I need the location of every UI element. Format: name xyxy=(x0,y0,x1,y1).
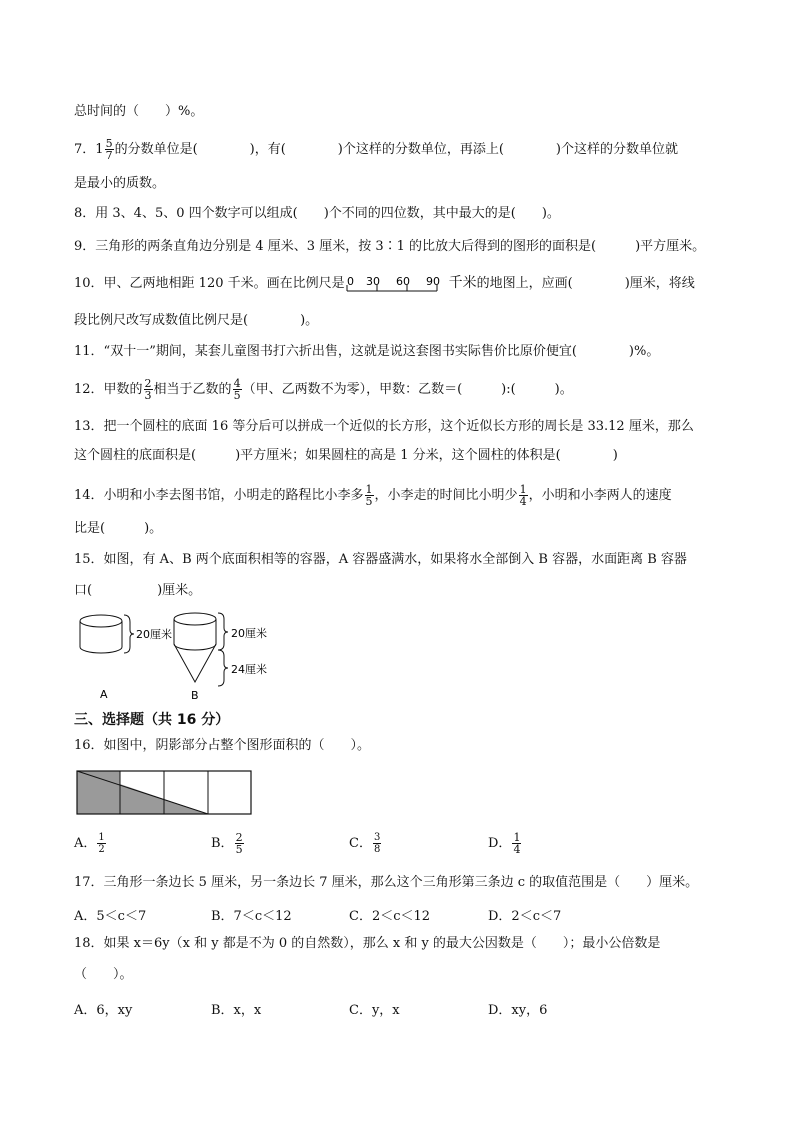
scale-unit: 千米 xyxy=(448,275,477,291)
option-d[interactable]: D．2＜c＜7 xyxy=(488,909,562,924)
dim-b-cone: 24厘米 xyxy=(231,663,267,676)
section-heading: 三、选择题（共 16 分） xyxy=(74,712,230,728)
scale-tick-0: 0 xyxy=(346,274,354,288)
label-b: B xyxy=(191,689,199,702)
option-b[interactable]: B． $\frac{2}{5}$ xyxy=(211,831,243,856)
fraction: $\frac{1}{4}$ xyxy=(519,483,527,508)
brace-b-top xyxy=(218,613,228,650)
option-d[interactable]: D． $\frac{1}{4}$ xyxy=(488,831,521,856)
option-b[interactable]: B．7＜c＜12 xyxy=(211,909,292,924)
question-7-cont: 是最小的质数。 xyxy=(74,176,166,191)
brace-a xyxy=(124,615,134,653)
question-14: 14．小明和小李去图书馆，小明走的路程比小李多 $\frac{1}{5}$ ，小李走的时间比小明少 $\frac{1}{4}$ ，小明和小李两人的速度 xyxy=(74,483,672,508)
container-a xyxy=(80,615,122,653)
option-d[interactable]: D．xy，6 xyxy=(488,1003,548,1018)
question-16: 16．如图中，阴影部分占整个图形面积的（ ）。 xyxy=(74,738,371,753)
shaded-rectangle-figure xyxy=(76,770,254,818)
line-scale-bar xyxy=(345,275,449,293)
fraction: $\frac{1}{5}$ xyxy=(365,483,373,508)
question-15: 15．如图，有 A、B 两个底面积相等的容器，A 容器盛满水，如果将水全部倒入 B 容器，水面距离 B 容器 xyxy=(74,552,687,567)
scale-tick-90: 90 xyxy=(425,274,440,288)
q6-tail: 总时间的（ ）%。 xyxy=(74,104,204,119)
question-11: 11．“双十一”期间，某套儿童图书打六折出售，这就是说这套图书实际售价比原价便宜( )%。 xyxy=(74,344,660,359)
scale-tick-60: 60 xyxy=(395,274,410,288)
scale-tick-30: 30 xyxy=(365,274,380,288)
question-18-cont: （ ）。 xyxy=(74,967,133,982)
option-b[interactable]: B．x，x xyxy=(211,1003,262,1018)
label-a: A xyxy=(100,688,108,701)
question-17: 17．三角形一条边长 5 厘米，另一条边长 7 厘米，那么这个三角形第三条边 c 的取值范围是（ ）厘米。 xyxy=(74,875,699,890)
question-13: 13．把一个圆柱的底面 16 等分后可以拼成一个近似的长方形，这个近似长方形的周长是 33.12 厘米，那么 xyxy=(74,419,694,434)
option-c[interactable]: C．2＜c＜12 xyxy=(349,909,431,924)
mixed-number: 1 $\frac{5}{7}$ xyxy=(95,137,113,162)
question-7: 7． 1 $\frac{5}{7}$ 的分数单位是( )，有( )个这样的分数单位，再添上( )个这样的分数单位就 xyxy=(74,137,678,162)
dim-b-top: 20厘米 xyxy=(231,627,267,640)
dim-a: 20厘米 xyxy=(136,628,172,641)
question-14-cont: 比是( )。 xyxy=(74,521,163,536)
question-12: 12．甲数的 $\frac{2}{3}$ 相当于乙数的 $\frac{4}{5}$ （甲、乙两数不为零），甲数：乙数＝( ):( )。 xyxy=(74,377,573,402)
question-9: 9．三角形的两条直角边分别是 4 厘米、3 厘米，按 3∶1 的比放大后得到的图形的面积是( )平方厘米。 xyxy=(74,239,706,254)
question-13-cont: 这个圆柱的底面积是( )平方厘米；如果圆柱的高是 1 分米，这个圆柱的体积是( ) xyxy=(74,448,618,463)
option-a[interactable]: A．6，xy xyxy=(74,1003,133,1018)
option-c[interactable]: C．y，x xyxy=(349,1003,400,1018)
fraction: $\frac{4}{5}$ xyxy=(233,377,241,402)
question-18: 18．如果 x＝6y（x 和 y 都是不为 0 的自然数），那么 x 和 y 的最大公因数是（ ）；最小公倍数是 xyxy=(74,936,661,951)
option-a[interactable]: A．5＜c＜7 xyxy=(74,909,147,924)
containers-figure xyxy=(74,610,294,705)
option-a[interactable]: A． $\frac{1}{2}$ xyxy=(74,832,105,855)
question-10-cont: 段比例尺改写成数值比例尺是( )。 xyxy=(74,313,319,328)
brace-b-cone xyxy=(218,650,228,686)
container-b xyxy=(174,613,216,682)
question-10: 10．甲、乙两地相距 120 千米。画在比例尺是 0 30 60 90 千米的地图上，应画( )厘米，将线 xyxy=(74,274,695,291)
question-8: 8．用 3、4、5、0 四个数字可以组成( )个不同的四位数，其中最大的是( )。 xyxy=(74,206,560,221)
option-c[interactable]: C． $\frac{3}{8}$ xyxy=(349,832,381,855)
question-15-cont: 口( )厘米。 xyxy=(74,583,202,598)
fraction: $\frac{2}{3}$ xyxy=(144,377,152,402)
